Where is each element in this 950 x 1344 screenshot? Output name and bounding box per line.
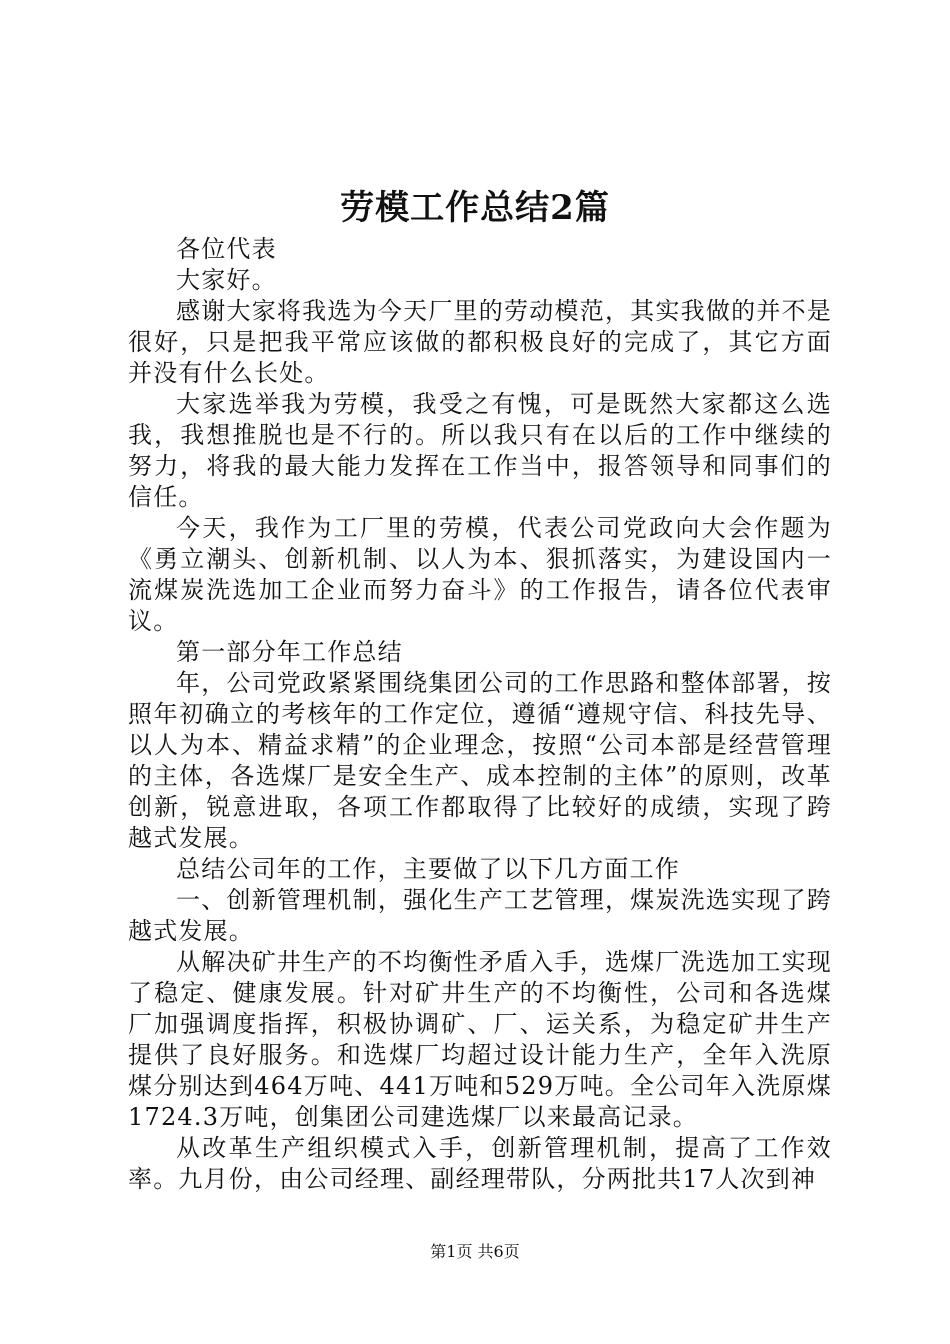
paragraph-greeting: 大家好。 bbox=[176, 266, 277, 294]
subsection-heading: 一、创新管理机制，强化生产工艺管理，煤炭洗选实现了跨越式发展。 bbox=[128, 886, 832, 945]
section-heading: 第一部分年工作总结 bbox=[176, 638, 403, 666]
paragraph: 大家选举我为劳模，我受之有愧，可是既然大家都这么选我，我想推脱也是不行的。所以我只有在以后的工作中继续的努力，将我的最大能力发挥在工作当中，报答领导和同事们的信任。 bbox=[128, 390, 832, 511]
paragraph-salutation: 各位代表 bbox=[176, 235, 277, 263]
paragraph: 感谢大家将我选为今天厂里的劳动模范，其实我做的并不是很好，只是把我平常应该做的都积极良好的完成了，其它方面并没有什么长处。 bbox=[128, 297, 832, 387]
page-footer: 第1页 共6页 bbox=[430, 1242, 520, 1261]
paragraph: 年，公司党政紧紧围绕集团公司的工作思路和整体部署，按照年初确立的考核年的工作定位，遵循“遵规守信、科技先导、以人为本、精益求精”的企业理念，按照“公司本部是经营管理的主体，各选煤厂是安全生产、成本控制的主体”的原则，改革创新，锐意进取，各项工作都取得了比较好的成绩，实现了跨越式发展。 bbox=[128, 669, 832, 852]
paragraph: 从改革生产组织模式入手，创新管理机制，提高了工作效率。九月份，由公司经理、副经理带队，分两批共17人次到神 bbox=[128, 1134, 832, 1193]
paragraph: 总结公司年的工作，主要做了以下几方面工作 bbox=[176, 855, 680, 883]
document-title: 劳模工作总结2篇 bbox=[340, 188, 610, 228]
paragraph: 今天，我作为工厂里的劳模，代表公司党政向大会作题为《勇立潮头、创新机制、以人为本、狠抓落实，为建设国内一流煤炭洗选加工企业而努力奋斗》的工作报告，请各位代表审议。 bbox=[128, 514, 832, 635]
paragraph: 从解决矿井生产的不均衡性矛盾入手，选煤厂洗选加工实现了稳定、健康发展。针对矿井生产的不均衡性，公司和各选煤厂加强调度指挥，积极协调矿、厂、运关系，为稳定矿井生产提供了良好服务。和选煤厂均超过设计能力生产，全年入洗原煤分别达到464万吨、441万吨和529万吨。全公司年入洗原煤1724.3万吨，创集团公司建选煤厂以来最高记录。 bbox=[128, 948, 832, 1131]
document-body bbox=[128, 234, 832, 1195]
